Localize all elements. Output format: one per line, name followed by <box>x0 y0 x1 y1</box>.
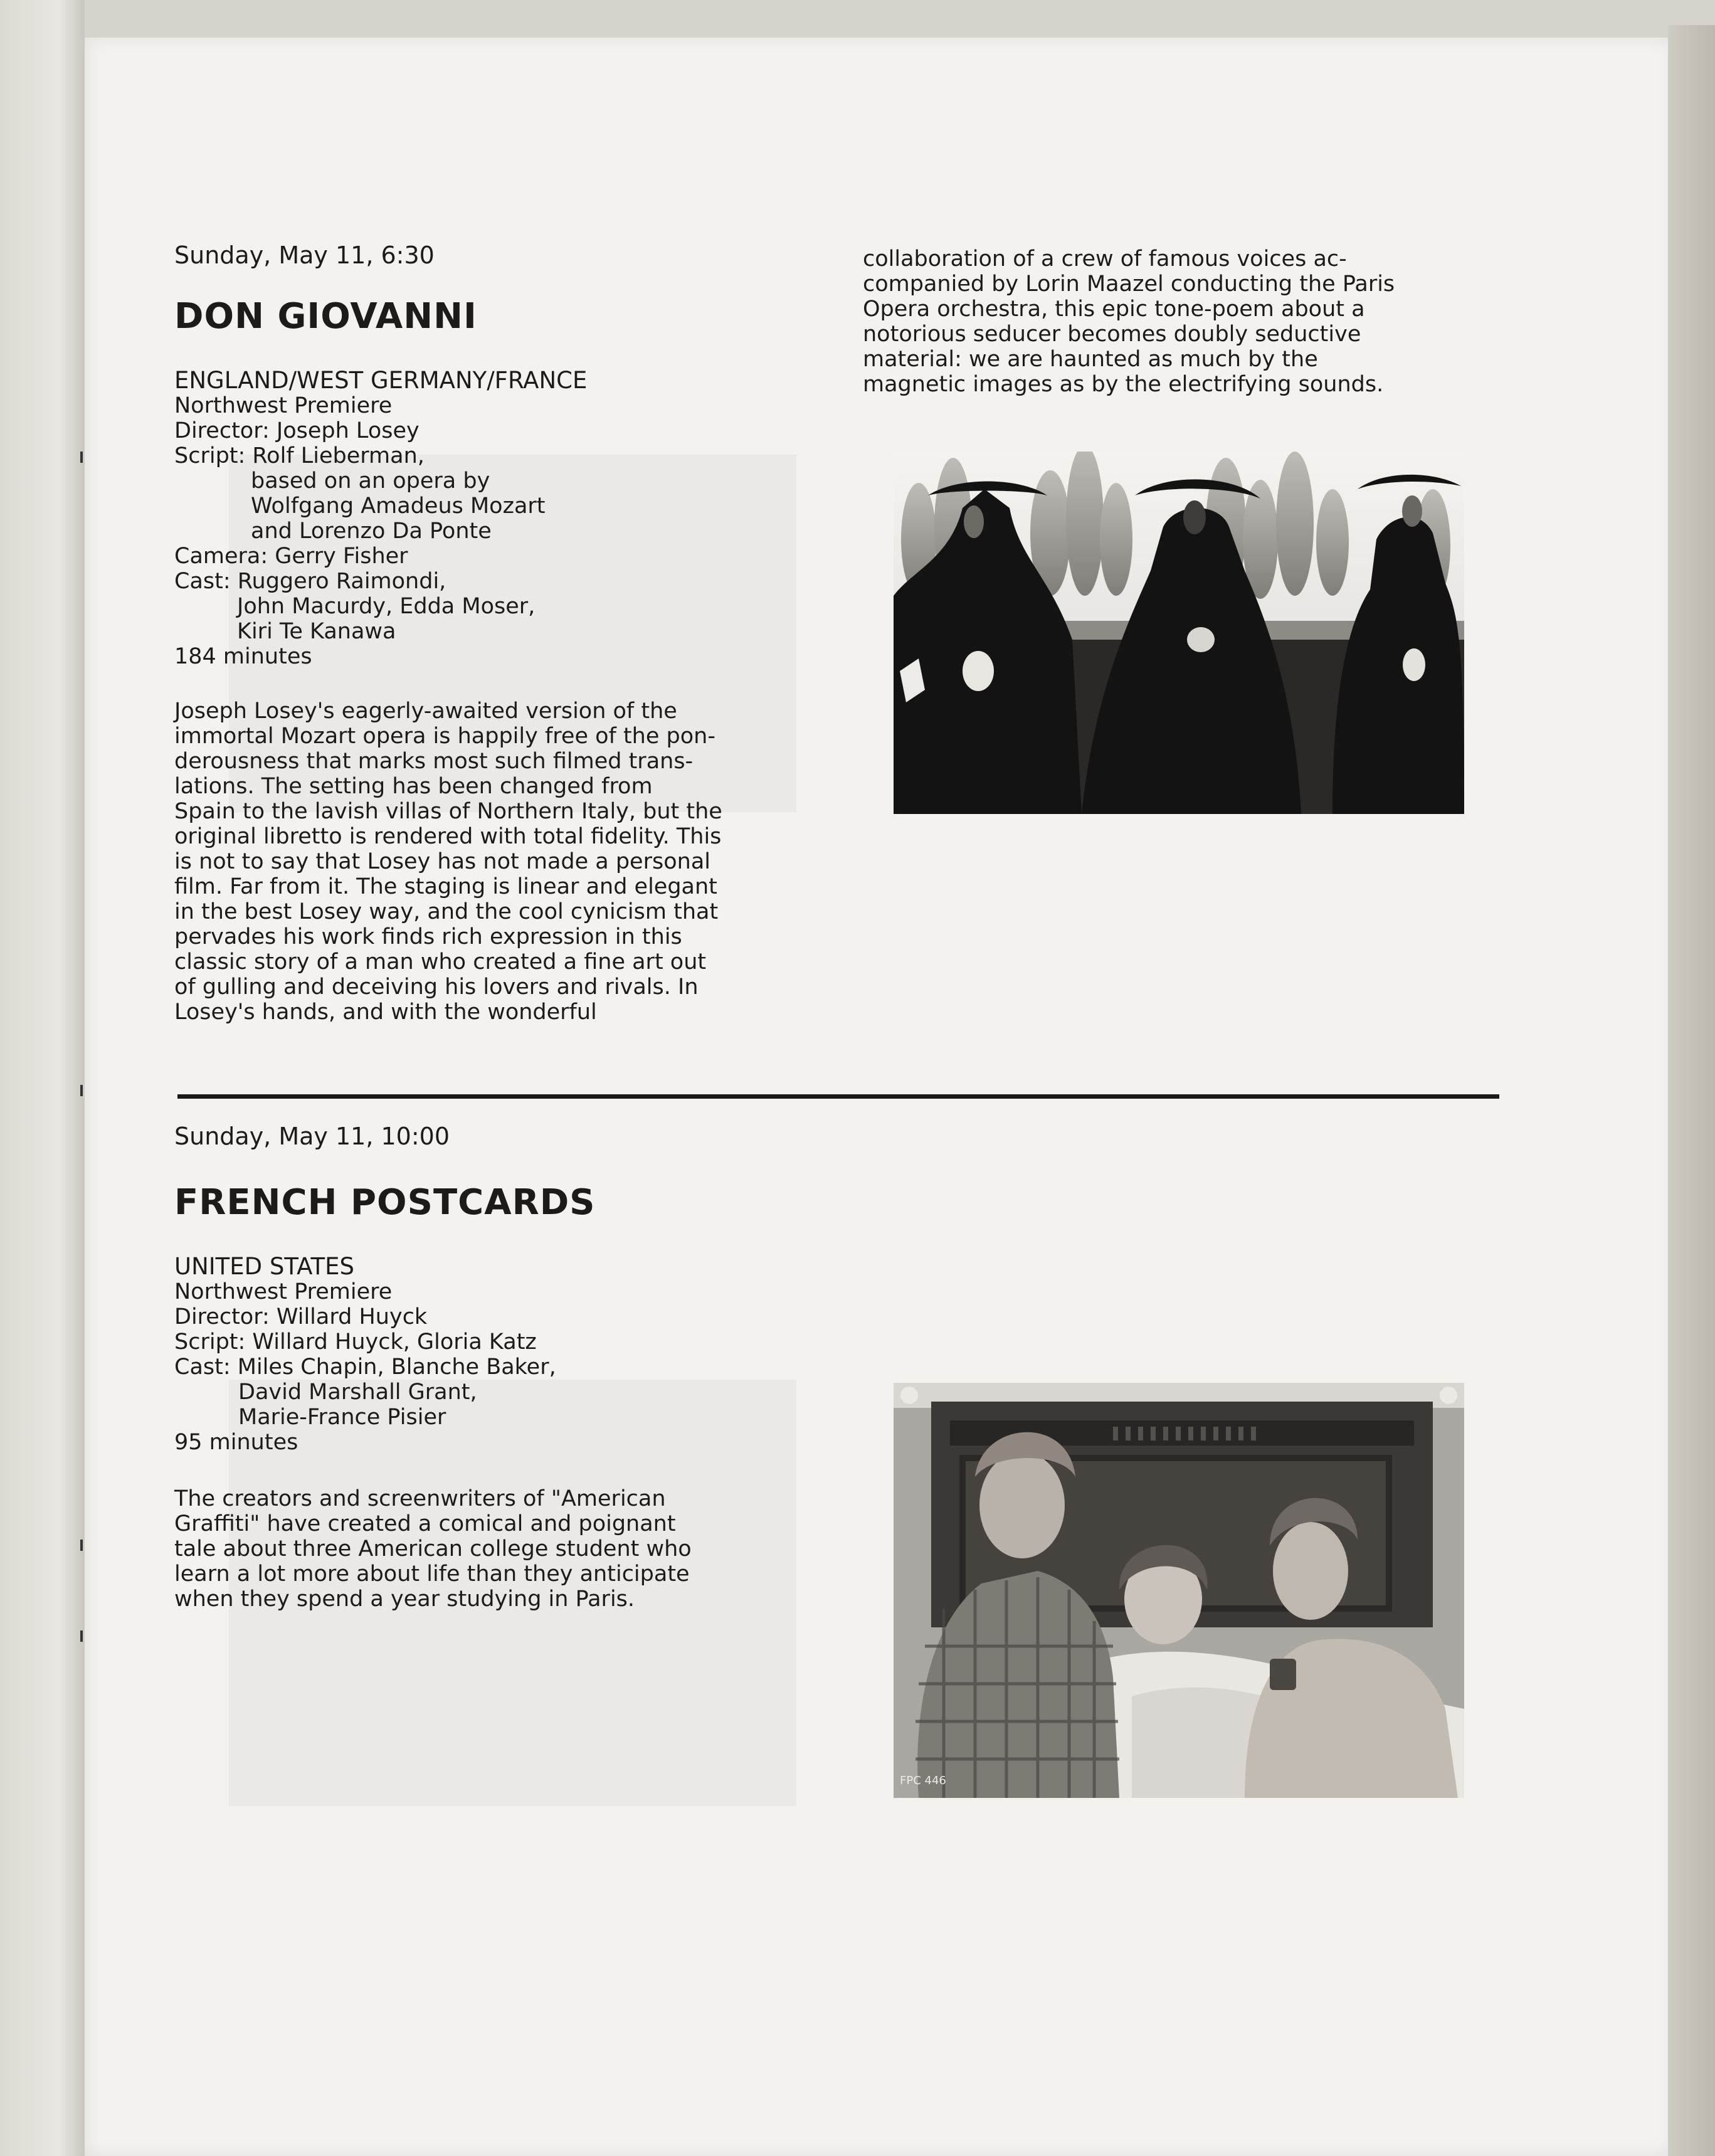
description-line: material: we are haunted as much by the <box>863 347 1318 372</box>
binding-mark <box>80 452 83 463</box>
description-line: magnetic images as by the electrifying sounds. <box>863 372 1384 397</box>
description-line: collaboration of a crew of famous voices ac- <box>863 246 1347 272</box>
don-giovanni-still-photo <box>894 452 1464 814</box>
description-line: original libretto is rendered with total fidelity. This <box>174 824 722 849</box>
credit-director: Director: Willard Huyck <box>174 1304 428 1329</box>
description-line: classic story of a man who created a fine art out <box>174 949 707 975</box>
credit-script-cont: and Lorenzo Da Ponte <box>251 519 492 544</box>
page-edge <box>1668 25 1715 2156</box>
description-line: immortal Mozart opera is happily free of the pon- <box>174 724 715 749</box>
film-credits <box>174 368 801 669</box>
binding-mark <box>80 1630 83 1642</box>
description-line: learn a lot more about life than they anticipate <box>174 1562 690 1587</box>
credit-premiere: Northwest Premiere <box>174 1279 393 1304</box>
credit-script-cont: Wolfgang Amadeus Mozart <box>251 494 546 519</box>
description-line: The creators and screenwriters of "American <box>174 1486 666 1511</box>
credit-runtime: 184 minutes <box>174 644 312 669</box>
credit-camera: Camera: Gerry Fisher <box>174 544 408 569</box>
photo-caption: FPC 446 <box>900 1774 946 1787</box>
section-divider <box>177 1094 1499 1099</box>
credit-cast-cont: Kiri Te Kanawa <box>237 619 396 644</box>
description-line: of gulling and deceiving his lovers and rivals. In <box>174 975 699 1000</box>
binding-gutter <box>0 0 85 2156</box>
description-line: Opera orchestra, this epic tone-poem about a <box>863 297 1365 322</box>
credit-premiere: Northwest Premiere <box>174 393 393 418</box>
film-title: FRENCH POSTCARDS <box>174 1182 596 1223</box>
credit-cast-cont: David Marshall Grant, <box>238 1380 477 1405</box>
french-postcards-still-photo <box>894 1383 1464 1798</box>
description-line: Losey's hands, and with the wonderful <box>174 1000 597 1025</box>
credit-cast: Cast: Ruggero Raimondi, <box>174 569 446 594</box>
event-don-giovanni <box>174 240 801 1025</box>
description-line: pervades his work finds rich expression in this <box>174 924 682 949</box>
description-line: is not to say that Losey has not made a personal <box>174 849 710 874</box>
binding-mark <box>80 1540 83 1551</box>
film-description <box>174 1486 801 1612</box>
credit-runtime: 95 minutes <box>174 1430 298 1455</box>
description-line: lations. The setting has been changed from <box>174 774 653 799</box>
description-line: companied by Lorin Maazel conducting the Paris <box>863 272 1395 297</box>
film-credits <box>174 1254 801 1455</box>
film-description <box>174 699 801 1025</box>
photo-graphic <box>894 1383 1464 1798</box>
credit-cast-cont: Marie-France Pisier <box>238 1405 446 1430</box>
event-date: Sunday, May 11, 6:30 <box>174 241 435 269</box>
description-line: tale about three American college student who <box>174 1536 692 1562</box>
description-line: film. Far from it. The staging is linear and elegant <box>174 874 717 899</box>
description-line: Spain to the lavish villas of Northern Italy, but the <box>174 799 722 824</box>
description-line: derousness that marks most such filmed trans- <box>174 749 694 774</box>
description-continuation <box>863 246 1490 397</box>
credit-cast: Cast: Miles Chapin, Blanche Baker, <box>174 1355 556 1380</box>
description-line: Graffiti" have created a comical and poignant <box>174 1511 676 1536</box>
event-date: Sunday, May 11, 10:00 <box>174 1123 450 1150</box>
description-line: Joseph Losey's eagerly-awaited version of the <box>174 699 677 724</box>
description-line: when they spend a year studying in Paris. <box>174 1587 635 1612</box>
credit-cast-cont: John Macurdy, Edda Moser, <box>237 594 536 619</box>
credit-country: ENGLAND/WEST GERMANY/FRANCE <box>174 367 588 394</box>
film-title: DON GIOVANNI <box>174 296 477 337</box>
binding-mark <box>80 1085 83 1096</box>
credit-country: UNITED STATES <box>174 1253 355 1280</box>
description-line: notorious seducer becomes doubly seductive <box>863 322 1361 347</box>
credit-script-cont: based on an opera by <box>251 468 490 494</box>
photo-graphic <box>894 452 1464 814</box>
credit-director: Director: Joseph Losey <box>174 418 420 443</box>
credit-script: Script: Willard Huyck, Gloria Katz <box>174 1329 537 1355</box>
event-french-postcards <box>174 1121 801 1612</box>
credit-script: Script: Rolf Lieberman, <box>174 443 425 468</box>
description-line: in the best Losey way, and the cool cynicism that <box>174 899 719 924</box>
